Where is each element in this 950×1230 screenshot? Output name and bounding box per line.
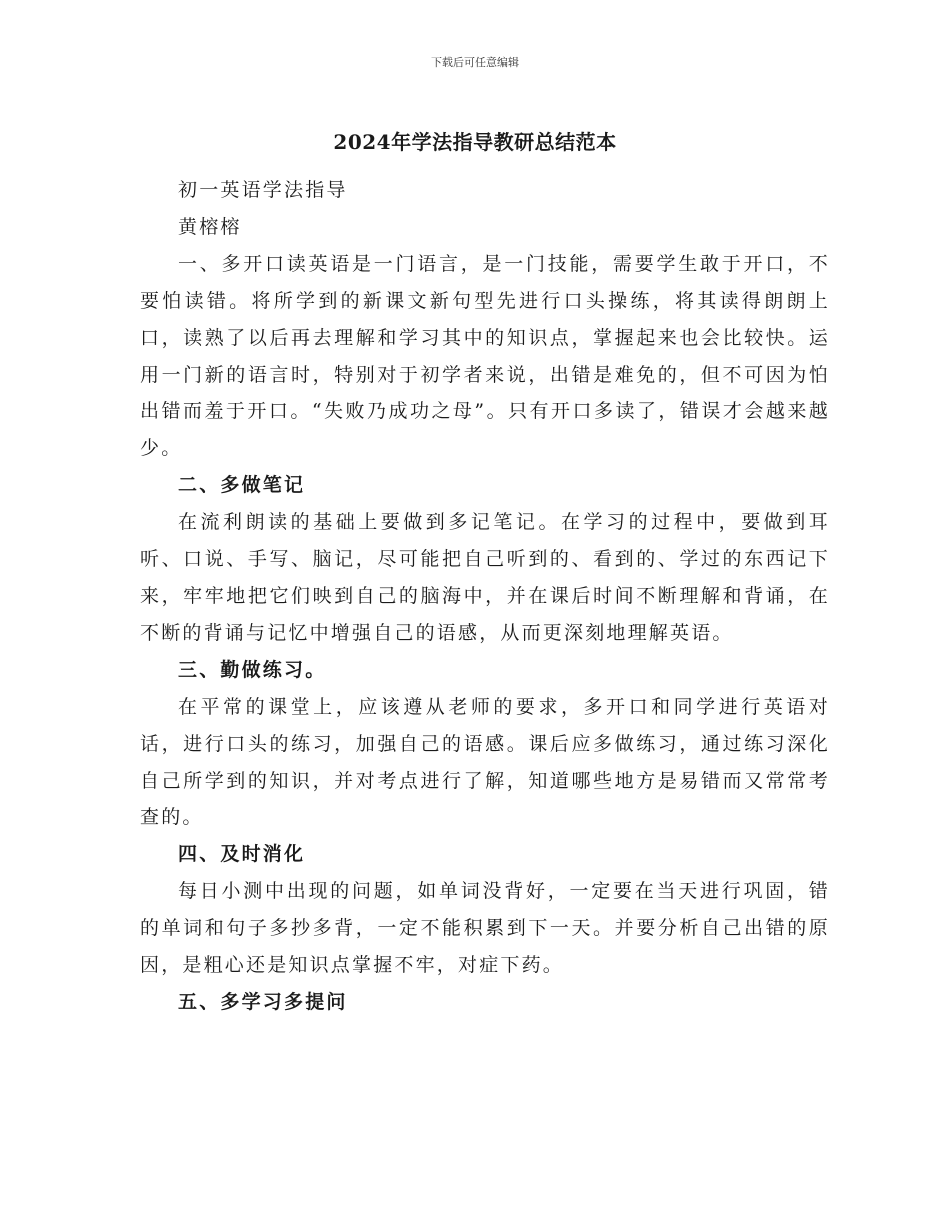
author-line: 黄榕榕 (178, 215, 242, 238)
document-body (140, 172, 830, 1021)
body-paragraph: 每日小测中出现的问题，如单词没背好，一定要在当天进行巩固，错的单词和句子多抄多背，一定不能积累到下一天。并要分析自己出错的原因，是粗心还是知识点掌握不牢，对症下药。 (140, 880, 830, 977)
section-heading: 三、勤做练习。 (178, 658, 327, 681)
body-paragraph: 在平常的课堂上，应该遵从老师的要求，多开口和同学进行英语对话，进行口头的练习，加强自己的语感。课后应多做练习，通过练习深化自己所学到的知识，并对考点进行了解，知道哪些地方是易错而又常常考查的。 (140, 695, 830, 829)
body-paragraph: 在流利朗读的基础上要做到多记笔记。在学习的过程中，要做到耳听、口说、手写、脑记，尽可能把自己听到的、看到的、学过的东西记下来，牢牢地把它们映到自己的脑海中，并在课后时间不断理解和背诵，在不断的背诵与记忆中增强自己的语感，从而更深刻地理解英语。 (140, 511, 830, 644)
header-note: 下载后可任意编辑 (431, 56, 519, 69)
subtitle-line: 初一英语学法指导 (178, 179, 348, 201)
body-paragraph: 一、多开口读英语是一门语言，是一门技能，需要学生敢于开口，不要怕读错。将所学到的新课文新句型先进行口头操练，将其读得朗朗上口，读熟了以后再去理解和学习其中的知识点，掌握起来也会比较快。运用一门新的语言时，特别对于初学者来说，出错是难免的，但不可因为怕出错而羞于开口。“失败乃成功之母”。只有开口多读了，错误才会越来越少。 (140, 252, 830, 460)
section-heading: 五、多学习多提问 (178, 990, 348, 1013)
section-heading: 二、多做笔记 (178, 474, 306, 497)
document-title: 2024年学法指导教研总结范本 (333, 130, 617, 154)
section-heading: 四、及时消化 (178, 843, 306, 866)
